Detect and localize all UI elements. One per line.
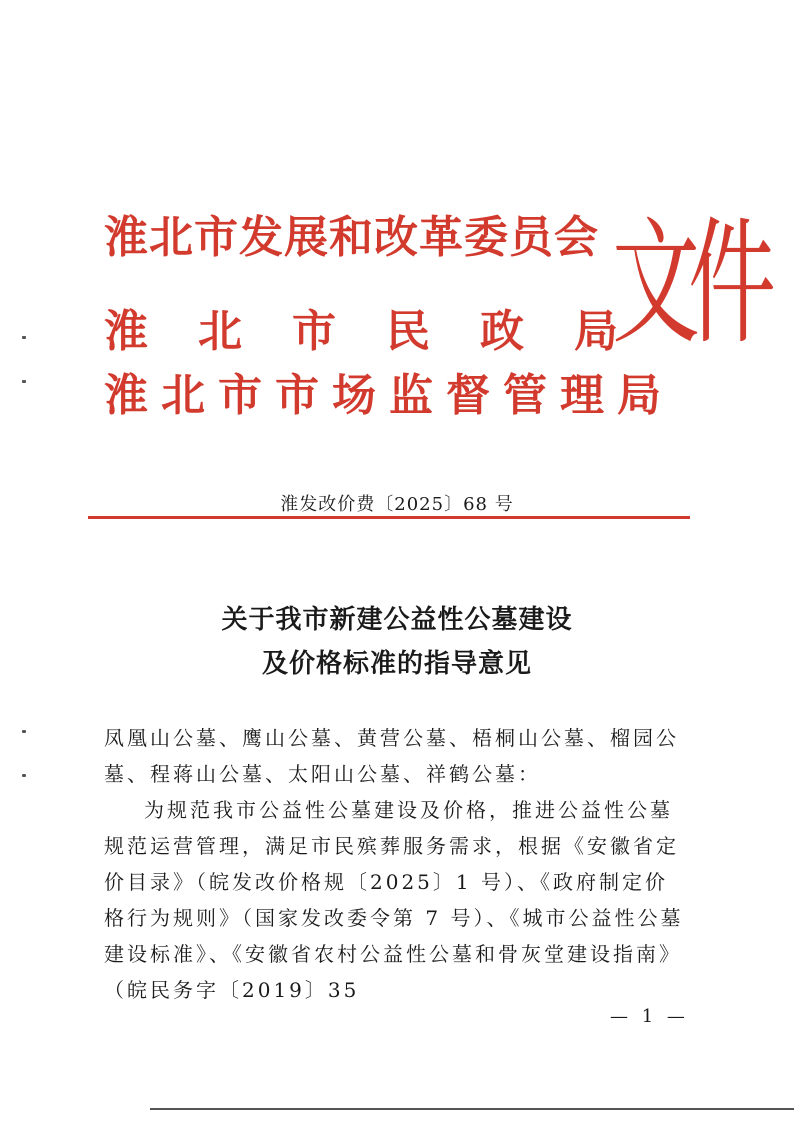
- document-title-line-1: 关于我市新建公益性公墓建设: [221, 605, 573, 635]
- issuer-market-supervision-bureau: 淮北市市场监督管理局: [104, 370, 674, 421]
- page-number: — 1 —: [610, 1006, 689, 1027]
- document-mark: 文件: [612, 203, 765, 364]
- scan-speck: [22, 774, 26, 777]
- document-title-line-2: 及价格标准的指导意见: [261, 649, 532, 679]
- issuer-civil-affairs-bureau: 淮北市民政局: [104, 306, 668, 357]
- header-divider: [88, 516, 690, 519]
- recipients: 凤凰山公墓、鹰山公墓、黄营公墓、梧桐山公墓、榴园公墓、程蒋山公墓、太阳山公墓、祥鹤公墓：: [104, 726, 679, 786]
- scan-bottom-edge: [150, 1108, 794, 1110]
- document-title: [0, 598, 794, 686]
- body-paragraph: 为规范我市公益性公墓建设及价格，推进公益性公墓规范运营管理，满足市民殡葬服务需求，根据《安徽省定价目录》（皖发改价格规〔2025〕1 号）、《政府制定价格行为规则》（国家发改委令第 7 号）、《城市公益性公墓建设标准》、《安徽省农村公益性公墓和骨灰堂建设指南》（皖民务字〔2019〕35: [104, 798, 684, 1002]
- scan-speck: [22, 380, 26, 383]
- scan-speck: [22, 336, 26, 339]
- scan-speck: [22, 730, 26, 733]
- document-number: 淮发改价费〔2025〕68 号: [280, 494, 514, 515]
- issuer-development-reform-commission: 淮北市发展和改革委员会: [104, 212, 599, 263]
